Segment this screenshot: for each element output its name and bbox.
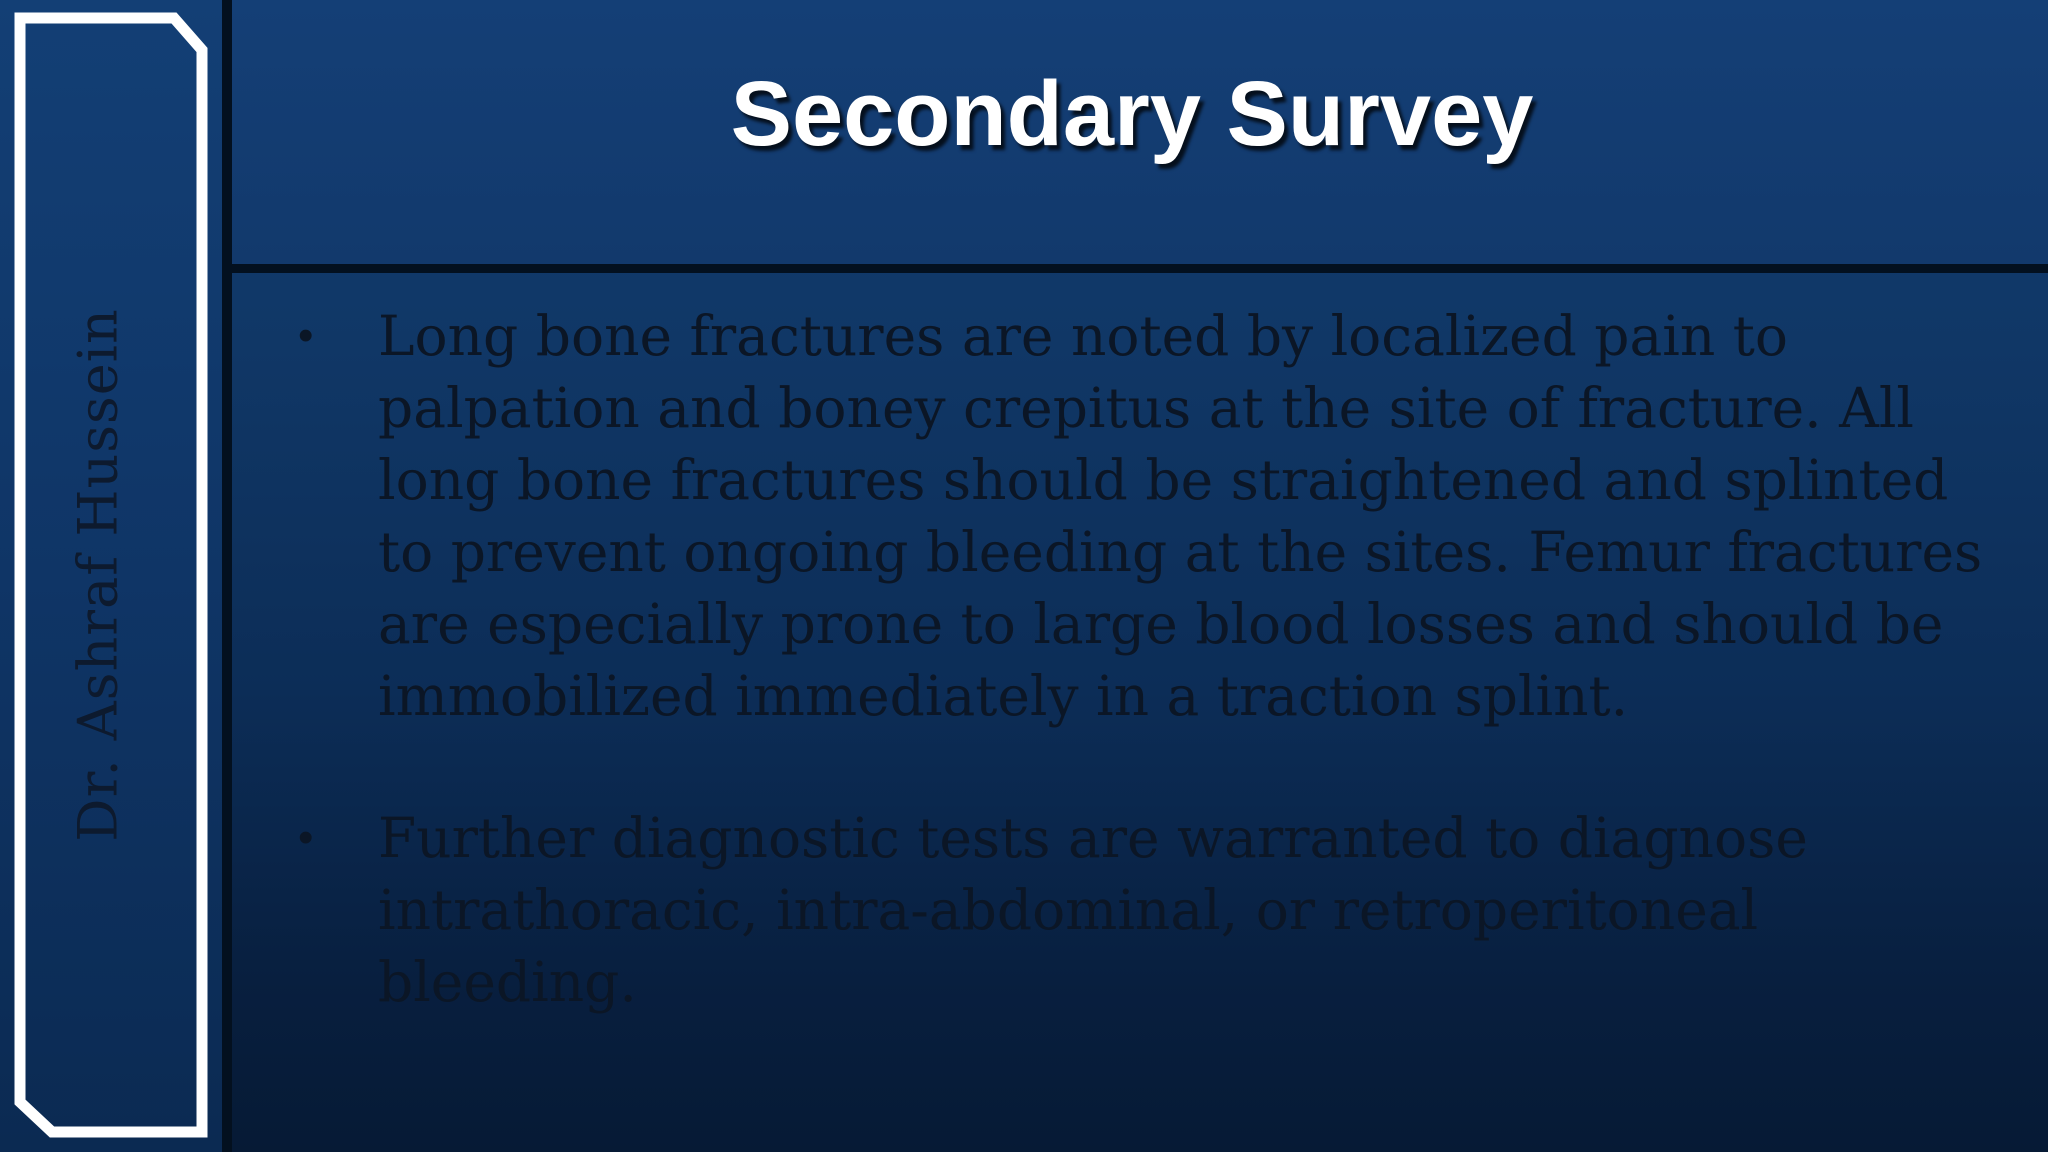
title-rule: [232, 264, 2048, 273]
bullet-item: [290, 300, 2010, 732]
slide-content: [290, 300, 2010, 1088]
bullet-marker: •: [298, 311, 314, 360]
bullet-text: Further diagnostic tests are warranted to diagnose intrathoracic, intra-abdominal, or retroperitoneal bleeding.: [378, 806, 1808, 1014]
bullet-marker: •: [298, 813, 314, 862]
side-panel: [0, 0, 224, 1152]
side-divider: [222, 0, 232, 1152]
bullet-text: Long bone fractures are noted by localized pain to palpation and boney crepitus at the site of fracture. All long bone fractures should be straightened and splinted to prevent ongoing bleeding at the sites. Femur fractures are especially prone to large blood losses and should be immobilized immediately in a traction splint.: [378, 304, 1983, 728]
bullet-item: [290, 802, 2010, 1018]
slide-title: Secondary Survey: [730, 63, 1534, 165]
author-name: Dr. Ashraf Hussein: [66, 308, 130, 842]
